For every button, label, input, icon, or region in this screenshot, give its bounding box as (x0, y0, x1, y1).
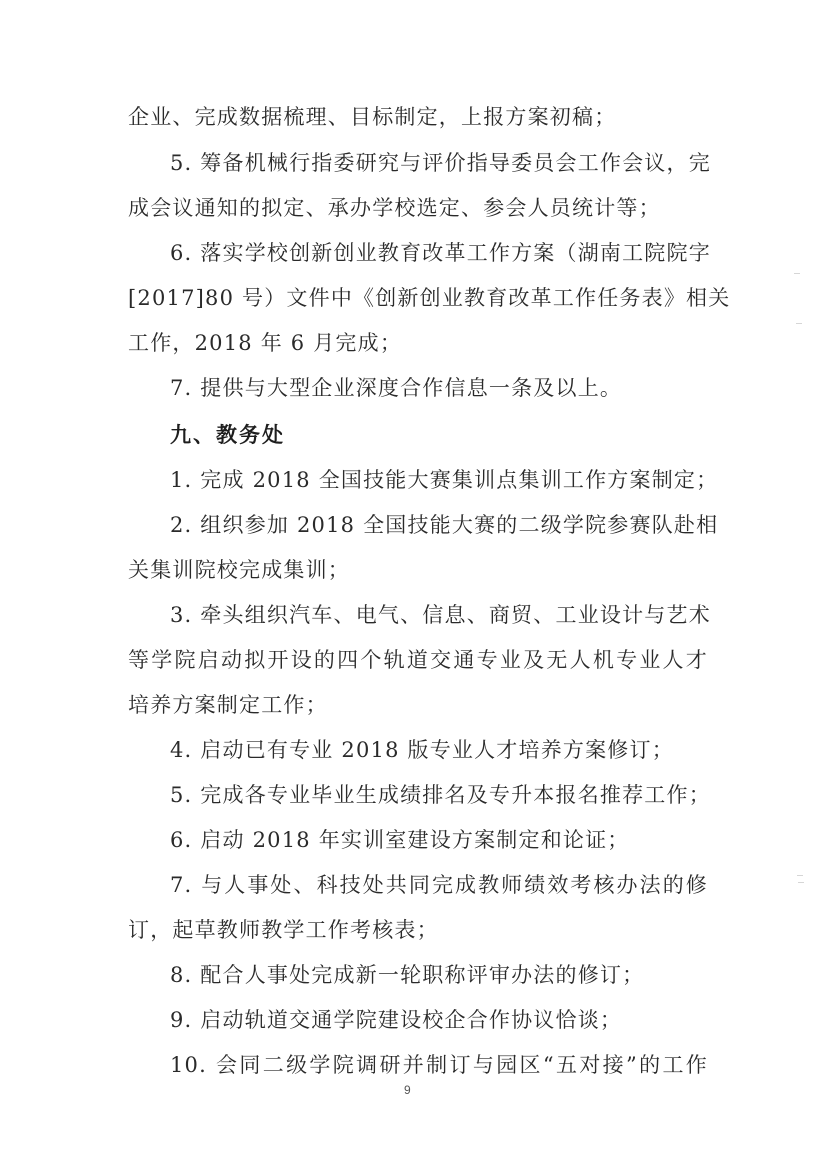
list-item-line: 5. 筹备机械行指委研究与评价指导委员会工作会议，完 (170, 151, 711, 175)
section-heading: 九、教务处 (170, 422, 285, 447)
list-item-line: 关集训院校完成集训； (128, 558, 350, 582)
scan-artifact (794, 273, 800, 274)
list-item-line: 9. 启动轨道交通学院建设校企合作协议恰谈； (170, 1008, 623, 1032)
list-item-line: 培养方案制定工作； (128, 693, 328, 717)
list-item-line: 6. 启动 2018 年实训室建设方案制定和论证； (170, 828, 630, 852)
scan-artifact (796, 323, 802, 324)
page-number: 9 (404, 1083, 411, 1097)
list-item-line: 3. 牵头组织汽车、电气、信息、商贸、工业设计与艺术 (170, 603, 711, 627)
list-item-line: 4. 启动已有专业 2018 版专业人才培养方案修订； (170, 738, 674, 762)
list-item-line: [2017]80 号）文件中《创新创业教育改革工作任务表》相关 (128, 286, 731, 310)
list-item-line: 订，起草教师教学工作考核表； (128, 918, 439, 942)
scan-artifact (797, 875, 803, 876)
list-item-line: 8. 配合人事处完成新一轮职称评审办法的修订； (170, 963, 645, 987)
list-item-line: 10. 会同二级学院调研并制订与园区“五对接”的工作 (170, 1053, 708, 1077)
list-item-line: 5. 完成各专业毕业生成绩排名及专升本报名推荐工作； (170, 783, 711, 807)
list-item-line: 成会议通知的拟定、承办学校选定、参会人员统计等； (128, 196, 661, 220)
list-item-line: 7. 提供与大型企业深度合作信息一条及以上。 (170, 376, 623, 400)
list-item-line: 2. 组织参加 2018 全国技能大赛的二级学院参赛队赴相 (170, 513, 719, 537)
list-item-line: 1. 完成 2018 全国技能大赛集训点集训工作方案制定； (170, 468, 719, 492)
paragraph-line: 企业、完成数据梳理、目标制定，上报方案初稿； (128, 105, 617, 129)
scan-artifact (798, 882, 804, 883)
list-item-line: 6. 落实学校创新创业教育改革工作方案（湖南工院院字 (170, 241, 711, 265)
list-item-line: 等学院启动拟开设的四个轨道交通专业及无人机专业人才 (128, 648, 708, 672)
list-item-line: 工作，2018 年 6 月完成； (128, 331, 403, 355)
list-item-line: 7. 与人事处、科技处共同完成教师绩效考核办法的修 (170, 873, 708, 897)
